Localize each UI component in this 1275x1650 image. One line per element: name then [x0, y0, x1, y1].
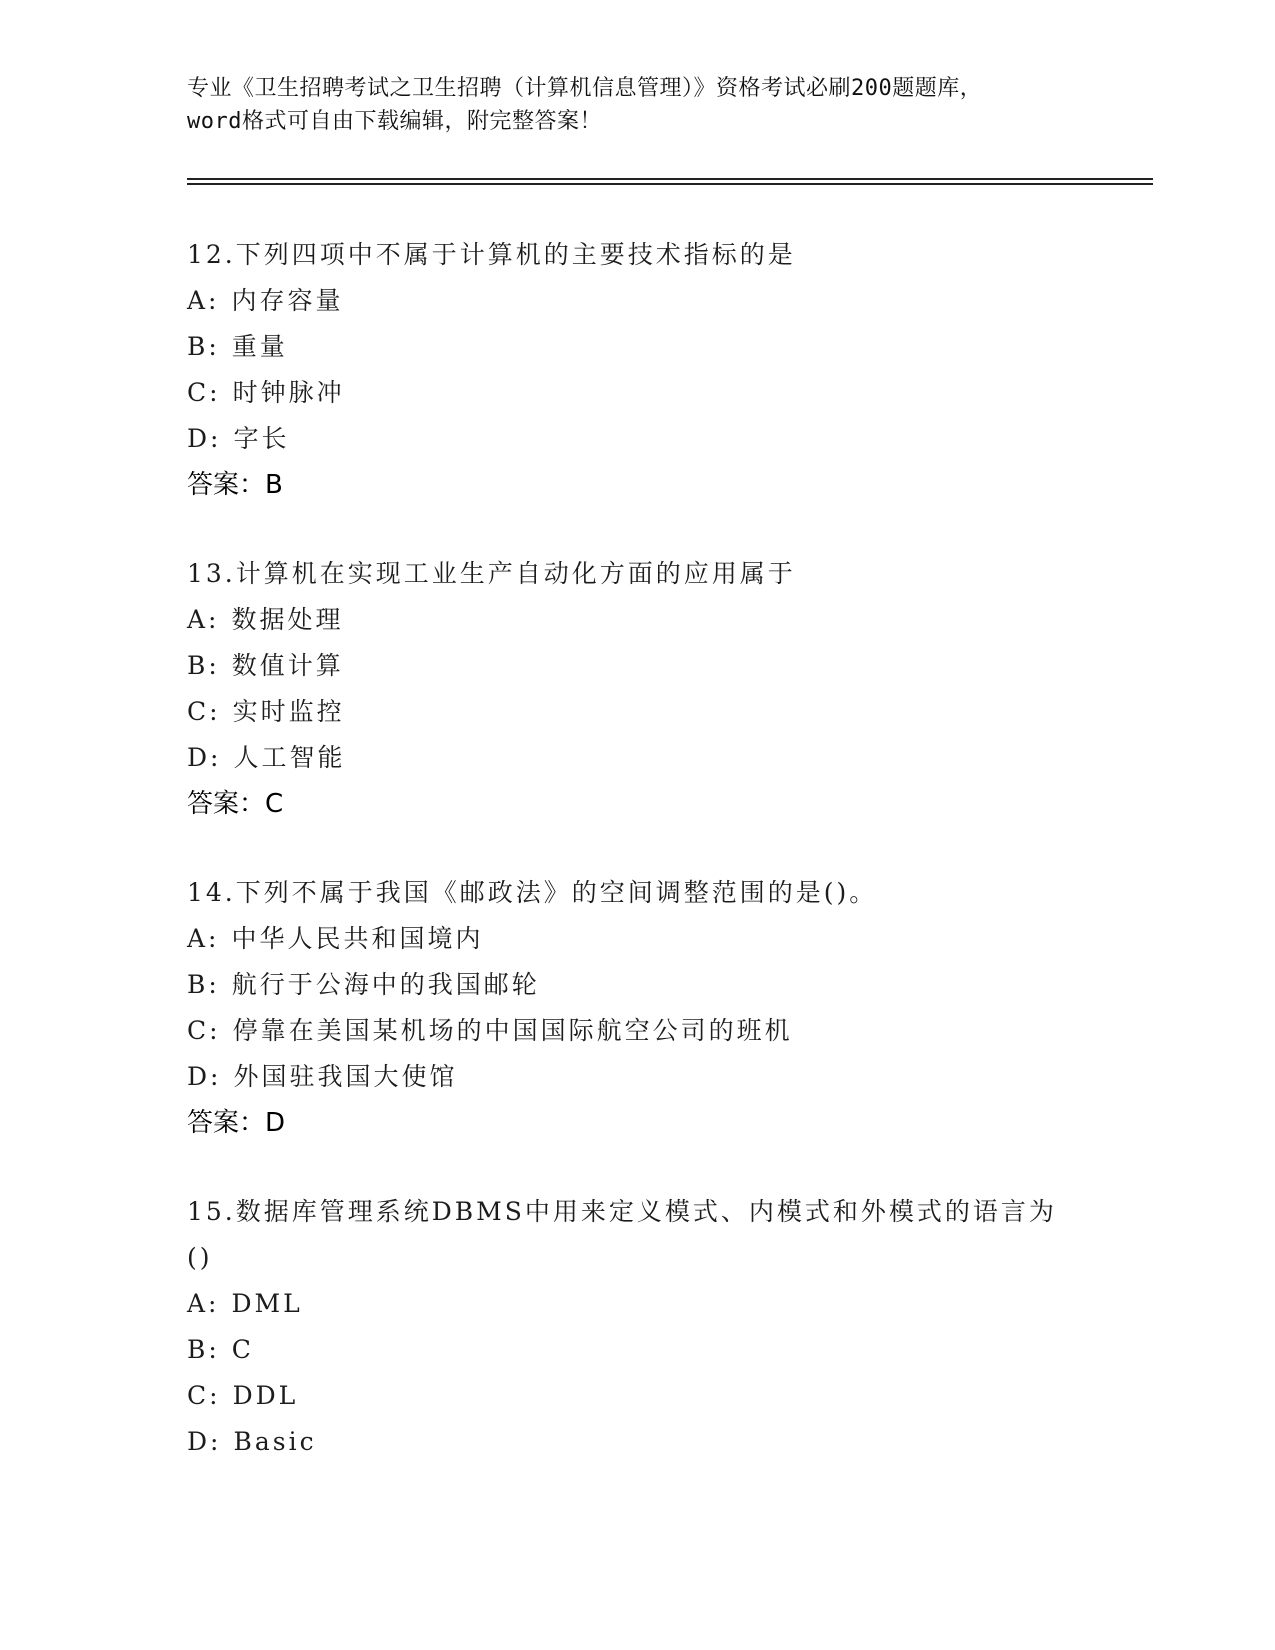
option-letter: A: [187, 286, 220, 315]
option-letter: D: [187, 1062, 222, 1091]
option-text: 人工智能 [233, 743, 346, 772]
option-letter: C: [187, 1381, 221, 1410]
question-14 [187, 870, 1087, 1146]
option-letter: A: [187, 924, 220, 953]
question-13 [187, 551, 1087, 827]
option-text: 中华人民共和国境内 [231, 924, 484, 953]
question-stem: 12.下列四项中不属于计算机的主要技术指标的是 [187, 240, 796, 269]
option-letter: D: [187, 743, 222, 772]
header-line-2: word格式可自由下载编辑，附完整答案！ [187, 109, 602, 134]
option-text: 重量 [231, 332, 288, 361]
option-text: 内存容量 [231, 286, 344, 315]
option-letter: B: [187, 1335, 220, 1364]
option-c [187, 370, 1087, 416]
option-letter: D: [187, 424, 222, 453]
option-letter: D: [187, 1427, 222, 1456]
option-letter: B: [187, 970, 220, 999]
option-b [187, 643, 1087, 689]
option-letter: B: [187, 332, 220, 361]
option-letter: A: [187, 605, 220, 634]
option-a [187, 278, 1087, 324]
option-c [187, 689, 1087, 735]
header-divider-top [187, 178, 1153, 180]
question-15 [187, 1189, 1087, 1465]
question-stem: 13.计算机在实现工业生产自动化方面的应用属于 [187, 559, 796, 588]
answer-line: 答案：C [187, 789, 284, 819]
option-text: 航行于公海中的我国邮轮 [231, 970, 540, 999]
question-stem: 15.数据库管理系统DBMS中用来定义模式、内模式和外模式的语言为 [187, 1197, 1057, 1226]
option-text: 时钟脉冲 [232, 378, 345, 407]
question-stem: 14.下列不属于我国《邮政法》的空间调整范围的是()。 [187, 878, 878, 907]
option-text: 数值计算 [231, 651, 344, 680]
option-letter: B: [187, 651, 220, 680]
option-d [187, 735, 1087, 781]
option-b [187, 1327, 1087, 1373]
option-text: Basic [233, 1427, 317, 1456]
option-c [187, 1008, 1087, 1054]
option-text: DDL [232, 1381, 299, 1410]
option-letter: C: [187, 1016, 221, 1045]
option-text: 实时监控 [232, 697, 345, 726]
option-a [187, 597, 1087, 643]
question-12 [187, 232, 1087, 508]
option-text: 停靠在美国某机场的中国国际航空公司的班机 [232, 1016, 793, 1045]
option-text: 外国驻我国大使馆 [233, 1062, 458, 1091]
document-header [187, 72, 1087, 138]
option-a [187, 916, 1087, 962]
option-b [187, 324, 1087, 370]
option-a [187, 1281, 1087, 1327]
option-letter: C: [187, 378, 221, 407]
option-d [187, 416, 1087, 462]
option-text: C [231, 1335, 254, 1364]
option-text: 字长 [233, 424, 290, 453]
option-d [187, 1419, 1087, 1465]
option-b [187, 962, 1087, 1008]
option-text: DML [231, 1289, 303, 1318]
question-stem-continuation: () [187, 1243, 213, 1272]
option-letter: A: [187, 1289, 220, 1318]
header-line-1: 专业《卫生招聘考试之卫生招聘（计算机信息管理）》资格考试必刷200题题库， [187, 76, 983, 101]
answer-line: 答案：B [187, 470, 283, 500]
answer-line: 答案：D [187, 1108, 286, 1138]
option-c [187, 1373, 1087, 1419]
option-d [187, 1054, 1087, 1100]
option-letter: C: [187, 697, 221, 726]
option-text: 数据处理 [231, 605, 344, 634]
header-divider-bottom [187, 183, 1153, 185]
